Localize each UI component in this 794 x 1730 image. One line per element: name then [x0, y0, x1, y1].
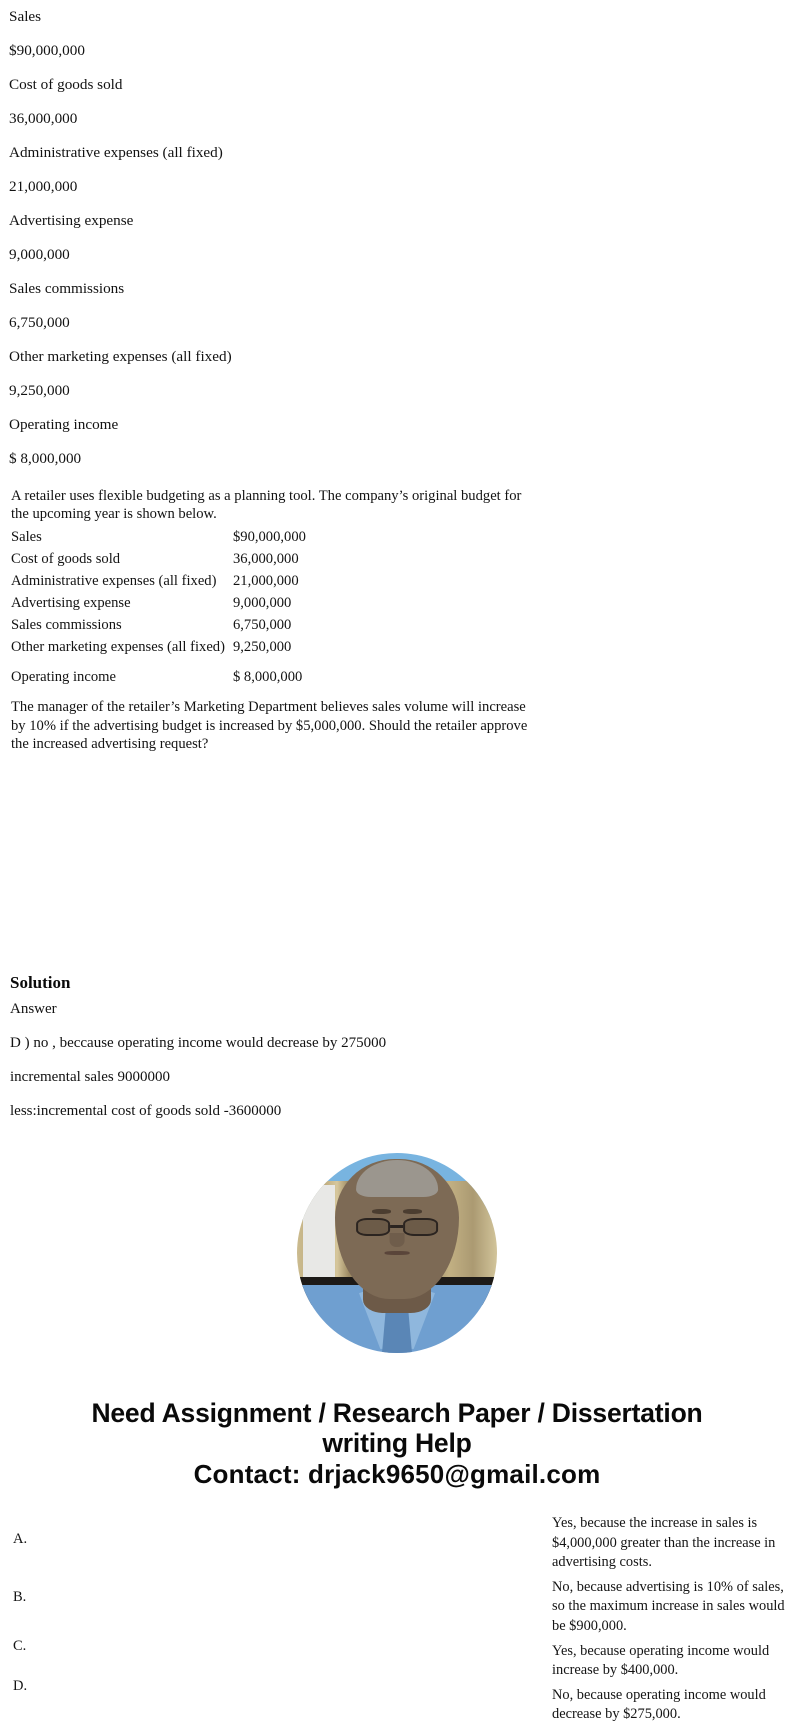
table-cell-label: Administrative expenses (all fixed) — [11, 573, 217, 590]
table-cell-value: 36,000,000 — [232, 551, 299, 568]
avatar-eyebrow-left — [372, 1209, 391, 1214]
list-item: 21,000,000 — [9, 178, 78, 195]
list-item: 36,000,000 — [9, 110, 78, 127]
table-cell-value: 9,250,000 — [232, 639, 292, 656]
avatar-background-panel — [303, 1185, 335, 1285]
table-row — [11, 614, 306, 636]
table-cell-label: Cost of goods sold — [11, 551, 121, 568]
table-row — [11, 548, 306, 570]
choice-text-column — [552, 1514, 788, 1730]
avatar-lens-right — [404, 1218, 438, 1236]
solution-line: D ) no , beccause operating income would decrease by 275000 — [10, 1035, 387, 1051]
avatar-mouth — [385, 1251, 410, 1255]
choice-text-b[interactable]: No, because advertising is 10% of sales, so the maximum increase in sales would be $900,000. — [552, 1578, 785, 1634]
table-cell-value: $90,000,000 — [232, 529, 306, 546]
list-item: Advertising expense — [9, 212, 134, 229]
solution-line: Answer — [10, 1001, 57, 1017]
budget-table — [11, 526, 306, 688]
avatar — [297, 1153, 497, 1353]
table-row — [11, 636, 306, 658]
list-item: 9,250,000 — [9, 382, 70, 399]
list-item: $ 8,000,000 — [9, 450, 82, 467]
budget-line-item-list — [0, 0, 794, 476]
table-cell-value: $ 8,000,000 — [232, 669, 303, 686]
avatar-eyebrow-right — [403, 1209, 422, 1214]
choice-letter-d[interactable]: D. — [13, 1678, 28, 1694]
table-cell-label: Advertising expense — [11, 595, 131, 612]
solution-heading: Solution — [10, 973, 71, 992]
list-item: Sales — [9, 8, 42, 25]
choice-text-d[interactable]: No, because operating income would decrease by $275,000. — [552, 1686, 766, 1723]
table-row — [11, 526, 306, 548]
list-item: Cost of goods sold — [9, 76, 123, 93]
choice-text-a[interactable]: Yes, because the increase in sales is $4,000,000 greater than the increase in advertising costs. — [552, 1515, 776, 1571]
table-row — [11, 570, 306, 592]
question-block — [0, 487, 560, 753]
avatar-nose — [390, 1233, 405, 1247]
table-cell-label: Other marketing expenses (all fixed) — [11, 639, 225, 656]
list-item: 6,750,000 — [9, 314, 70, 331]
footer-contact-email: Contact: drjack9650@gmail.com — [193, 1459, 601, 1489]
table-cell-label: Sales — [11, 529, 42, 546]
footer-advert — [0, 1398, 794, 1491]
list-item: Other marketing expenses (all fixed) — [9, 348, 232, 365]
list-item: Operating income — [9, 416, 119, 433]
avatar-glasses-bridge — [390, 1225, 403, 1228]
choice-letter-c[interactable]: C. — [13, 1638, 27, 1654]
table-cell-label: Operating income — [11, 669, 116, 686]
table-row-total — [11, 658, 306, 688]
avatar-face — [335, 1159, 459, 1299]
solution-line: incremental sales 9000000 — [10, 1069, 170, 1085]
table-cell-label: Sales commissions — [11, 617, 122, 634]
question-prompt: The manager of the retailer’s Marketing Department believes sales volume will increase by 10% if the advertising budget is increased by $5,000,000. Should the retailer approve the increased advertising request? — [11, 699, 528, 752]
list-item: 9,000,000 — [9, 246, 70, 263]
footer-headline-line1: Need Assignment / Research Paper / Dissertation — [91, 1398, 703, 1428]
avatar-hair — [356, 1160, 438, 1196]
choice-letter-b[interactable]: B. — [13, 1589, 27, 1605]
solution-section — [0, 968, 794, 1122]
table-row — [11, 592, 306, 614]
solution-line: less:incremental cost of goods sold -3600000 — [10, 1103, 282, 1119]
footer-headline-line2: writing Help — [322, 1428, 472, 1458]
list-item: Administrative expenses (all fixed) — [9, 144, 223, 161]
question-intro: A retailer uses flexible budgeting as a planning tool. The company’s original budget for the upcoming year is shown below. — [11, 488, 522, 523]
table-cell-value: 6,750,000 — [232, 617, 292, 634]
choice-text-c[interactable]: Yes, because operating income would increase by $400,000. — [552, 1642, 770, 1679]
choice-letter-a[interactable]: A. — [13, 1531, 28, 1547]
avatar-lens-left — [356, 1218, 390, 1236]
list-item: Sales commissions — [9, 280, 125, 297]
list-item: $90,000,000 — [9, 42, 85, 59]
table-cell-value: 9,000,000 — [232, 595, 292, 612]
table-cell-value: 21,000,000 — [232, 573, 299, 590]
